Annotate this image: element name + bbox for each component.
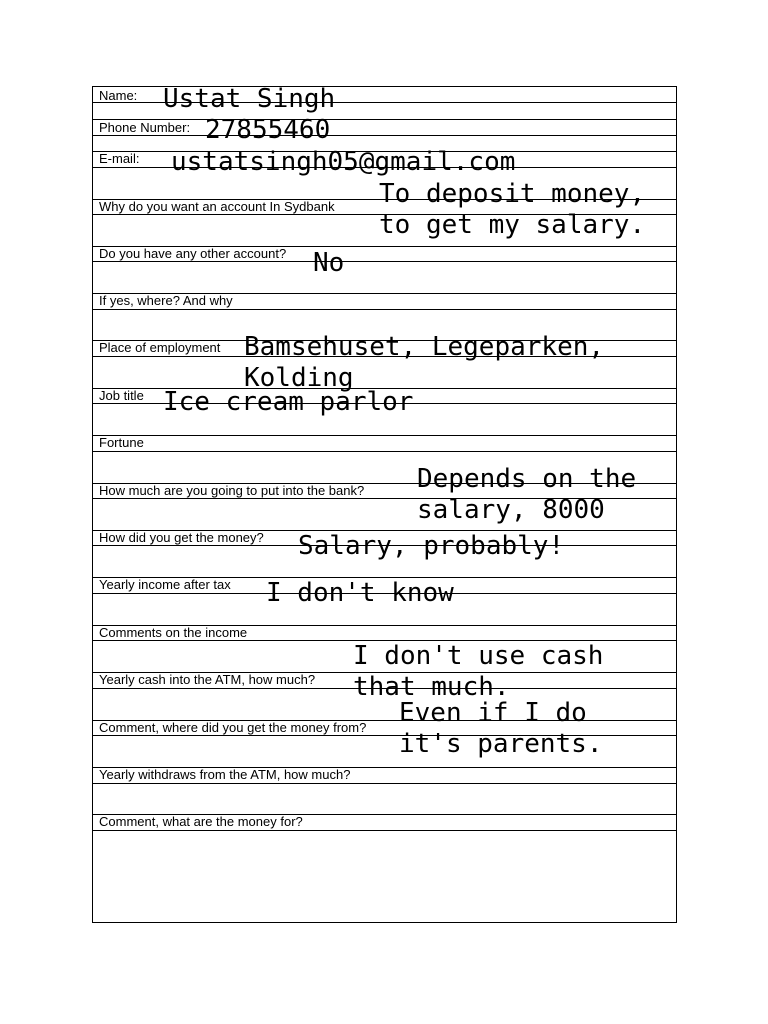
answer-money-source[interactable]: Salary, probably!: [298, 531, 565, 561]
field-label-other-account: Do you have any other account?: [99, 246, 287, 261]
field-label-where-why: If yes, where? And why: [99, 293, 233, 308]
application-form: [92, 86, 677, 923]
form-rule: [93, 435, 676, 436]
field-label-reason: Why do you want an account In Sydbank: [99, 199, 335, 214]
answer-atm-cash-in[interactable]: I don't use cash that much.: [353, 641, 604, 702]
field-label-name: Name:: [99, 88, 138, 103]
field-label-phone: Phone Number:: [99, 120, 191, 135]
answer-other-account[interactable]: No: [313, 248, 345, 278]
form-rule: [93, 135, 676, 136]
answer-phone[interactable]: 27855460: [205, 115, 331, 145]
field-label-money-for-comment: Comment, what are the money for?: [99, 814, 303, 829]
field-label-yearly-income: Yearly income after tax: [99, 577, 231, 592]
answer-money-from-comment[interactable]: Even if I do it's parents.: [399, 698, 603, 759]
form-rule: [93, 783, 676, 784]
field-label-atm-withdraws: Yearly withdraws from the ATM, how much?: [99, 767, 351, 782]
field-label-fortune: Fortune: [99, 435, 144, 450]
form-rule: [93, 261, 676, 262]
field-label-income-comments: Comments on the income: [99, 625, 248, 640]
answer-name[interactable]: Ustat Singh: [163, 84, 336, 114]
answer-reason[interactable]: To deposit money, to get my salary.: [379, 179, 646, 240]
field-label-job-title: Job title: [99, 388, 144, 403]
form-rule: [93, 309, 676, 310]
field-label-email: E-mail:: [99, 151, 140, 166]
field-label-money-source: How did you get the money?: [99, 530, 264, 545]
answer-deposit-amount[interactable]: Depends on the salary, 8000: [417, 464, 637, 525]
field-label-money-from-comment: Comment, where did you get the money from?: [99, 720, 367, 735]
answer-yearly-income[interactable]: I don't know: [266, 578, 454, 608]
field-label-employment: Place of employment: [99, 340, 221, 355]
field-label-atm-cash-in: Yearly cash into the ATM, how much?: [99, 672, 316, 687]
answer-job-title[interactable]: Ice cream parlor: [163, 387, 414, 417]
field-label-deposit-amount: How much are you going to put into the bank?: [99, 483, 365, 498]
answer-employment[interactable]: Bamsehuset, Legeparken, Kolding: [244, 332, 605, 393]
form-rule: [93, 451, 676, 452]
answer-email[interactable]: ustatsingh05@gmail.com: [171, 147, 516, 177]
form-rule: [93, 830, 676, 831]
